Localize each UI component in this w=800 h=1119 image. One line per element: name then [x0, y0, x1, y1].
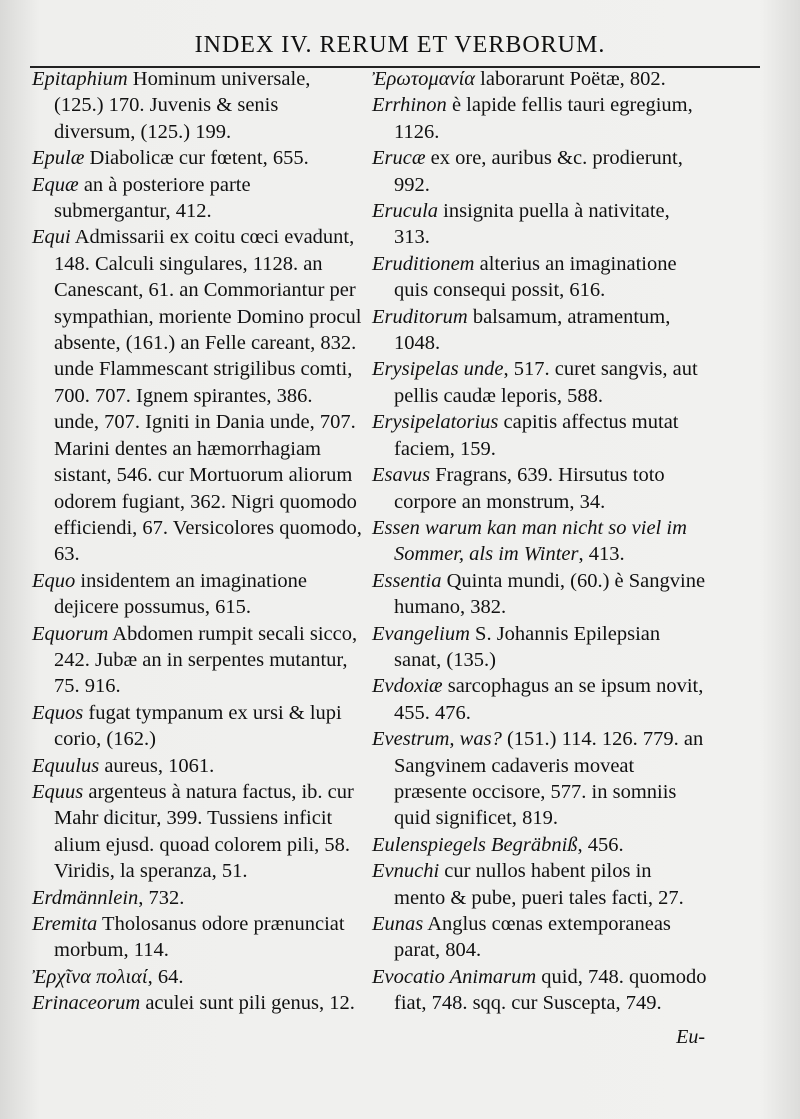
- index-entry: [32, 700, 362, 753]
- entry-text: Diabolicæ cur fœtent, 655.: [84, 147, 309, 170]
- index-entry: [372, 145, 707, 198]
- index-entry: [32, 145, 362, 171]
- index-entry: [372, 832, 707, 858]
- entry-term: Ἐρωτομανία: [372, 68, 476, 90]
- catchword: Eu-: [676, 1026, 705, 1048]
- entry-term: Errhinon: [372, 94, 447, 117]
- entry-term: Equulus: [32, 754, 100, 777]
- entry-term: Evnuchi: [372, 860, 440, 883]
- entry-text: Tholosanus odore prænunciat morbum, 114.: [54, 913, 345, 962]
- entry-term: Equæ: [32, 173, 79, 196]
- entry-term: Erucula: [372, 200, 439, 223]
- entry-text: sarcophagus an se ipsum novit, 455. 476.: [394, 675, 704, 724]
- entry-term: Eremita: [32, 913, 98, 935]
- index-entry: [372, 858, 707, 911]
- index-entry: [32, 224, 362, 567]
- index-entry: [32, 885, 362, 911]
- index-entry: [372, 198, 707, 251]
- entry-text: cur nullos habent pilos in mento & pube, pueri tales facti, 27.: [394, 860, 684, 909]
- entry-text: balsamum, atramentum, 1048.: [394, 305, 671, 355]
- entry-text: Hominum universale, (125.) 170. Juvenis & senis diversum, (125.) 199.: [54, 68, 311, 143]
- entry-text: alterius an imaginatione quis consequi possit, 616.: [394, 252, 677, 302]
- entry-text: , 413.: [578, 543, 625, 566]
- entry-term: Evangelium: [372, 622, 470, 645]
- index-entry: [372, 92, 707, 145]
- index-entry: [32, 753, 362, 779]
- entry-text: argenteus à natura factus, ib. cur Mahr dicitur, 399. Tussiens inficit alium ejusd. quoad colorem pili, 58. Viridis, la speranza, 51.: [54, 780, 354, 883]
- entry-text: an à posteriore parte submergantur, 412.: [54, 173, 251, 223]
- entry-term: Eulenspiegels Begräbniß: [372, 833, 578, 856]
- entry-term: Equorum: [32, 622, 109, 645]
- index-entry: [372, 356, 707, 409]
- index-entry: [32, 568, 362, 621]
- entry-term: Essentia: [372, 569, 442, 592]
- left-column: [32, 66, 362, 1017]
- index-entry: [372, 409, 707, 462]
- index-entry: [32, 621, 362, 700]
- entry-term: Equos: [32, 701, 84, 724]
- entry-term: Ἐρχῖνα πολιαί: [32, 965, 148, 988]
- index-entry: [32, 172, 362, 225]
- entry-term: Eruditorum: [372, 305, 468, 328]
- entry-text: aculei sunt pili genus, 12.: [140, 992, 355, 1015]
- entry-term: Epitaphium: [32, 68, 128, 90]
- entry-text: Quinta mundi, (60.) è Sangvine humano, 382.: [394, 569, 706, 619]
- entry-text: Anglus cœnas extemporaneas parat, 804.: [394, 913, 671, 962]
- entry-term: Erysipelas unde: [372, 358, 504, 381]
- index-entry: [32, 779, 362, 885]
- entry-term: Evocatio Animarum: [372, 965, 537, 988]
- entry-text: aureus, 1061.: [99, 754, 215, 777]
- entry-term: Eunas: [372, 913, 424, 935]
- entry-text: S. Johannis Epilepsian sanat, (135.): [394, 622, 661, 671]
- entry-term: Erucæ: [372, 147, 426, 170]
- entry-text: , 456.: [577, 833, 624, 856]
- entry-text: è lapide fellis tauri egregium, 1126.: [394, 94, 693, 143]
- entry-term: Erinaceorum: [32, 992, 141, 1015]
- entry-text: laborarunt Poëtæ, 802.: [475, 68, 666, 90]
- index-entry: [372, 66, 707, 92]
- index-entry: [32, 66, 362, 145]
- entry-text: , 732.: [138, 886, 185, 909]
- entry-term: Erdmännlein: [32, 886, 139, 909]
- entry-text: insidentem an imaginatione dejicere possumus, 615.: [54, 569, 307, 619]
- entry-text: Fragrans, 639. Hirsutus toto corpore an monstrum, 34.: [394, 464, 665, 513]
- index-entry: [372, 673, 707, 726]
- entry-text: quid, 748. quomodo fiat, 748. sqq. cur Suscepta, 749.: [394, 965, 707, 1015]
- entry-text: insignita puella à nativitate, 313.: [394, 200, 670, 249]
- index-entry: [372, 964, 707, 1017]
- right-column: [372, 66, 707, 1017]
- entry-text: , 64.: [147, 965, 184, 988]
- entry-text: , 517. curet sangvis, aut pellis caudæ leporis, 588.: [394, 358, 698, 407]
- index-entry: [372, 726, 707, 832]
- entry-text: capitis affectus mutat faciem, 159.: [394, 411, 679, 460]
- entry-term: Evdoxiæ: [372, 675, 443, 698]
- index-entry: [372, 462, 707, 515]
- entry-text: (151.) 114. 126. 779. an Sangvinem cadaveris moveat præsente occisore, 577. in somniis quid significet, 819.: [394, 728, 704, 830]
- entry-term: Essen warum kan man nicht so viel im Sommer, als im Winter: [372, 516, 687, 566]
- page-header: INDEX IV. RERUM ET VERBORUM.: [194, 32, 606, 58]
- entry-term: Equus: [32, 780, 84, 803]
- entry-text: ex ore, auribus &c. prodierunt, 992.: [394, 147, 683, 196]
- index-entry: [32, 990, 362, 1016]
- entry-text: Abdomen rumpit secali sicco, 242. Jubæ an in serpentes mutantur, 75. 916.: [54, 622, 358, 698]
- entry-term: Epulæ: [32, 147, 85, 170]
- entry-term: Evestrum, was?: [372, 728, 502, 751]
- index-entry: [372, 911, 707, 964]
- index-entry: [32, 911, 362, 964]
- index-entry: [32, 964, 362, 990]
- entry-term: Eruditionem: [372, 252, 475, 275]
- index-entry: [372, 621, 707, 674]
- index-entry: [372, 251, 707, 304]
- entry-text: Admissarii ex coitu cœci evadunt, 148. Calculi singulares, 1128. an Canescant, 61. an Commoriantur per sympathian, moriente Domino procul absente, (161.) an Felle careant, 832. unde Flammescant strigilibus comti, 700. 707. Ignem spirantes, 386. unde, 707. Igniti in Dania unde, 707. Marini dentes an hæmorrhagiam sistant, 546. cur Mortuorum aliorum odorem fugiant, 362. Nigri quomodo efficiendi, 67. Versicolores quomodo, 63.: [54, 226, 362, 566]
- index-entry: [372, 568, 707, 621]
- entry-text: fugat tympanum ex ursi & lupi corio, (162.): [54, 701, 342, 751]
- entry-term: Equi: [32, 226, 71, 249]
- entry-term: Equo: [32, 569, 76, 592]
- index-entry: [372, 515, 707, 568]
- entry-term: Erysipelatorius: [372, 411, 499, 434]
- index-entry: [372, 304, 707, 357]
- entry-term: Esavus: [372, 464, 431, 487]
